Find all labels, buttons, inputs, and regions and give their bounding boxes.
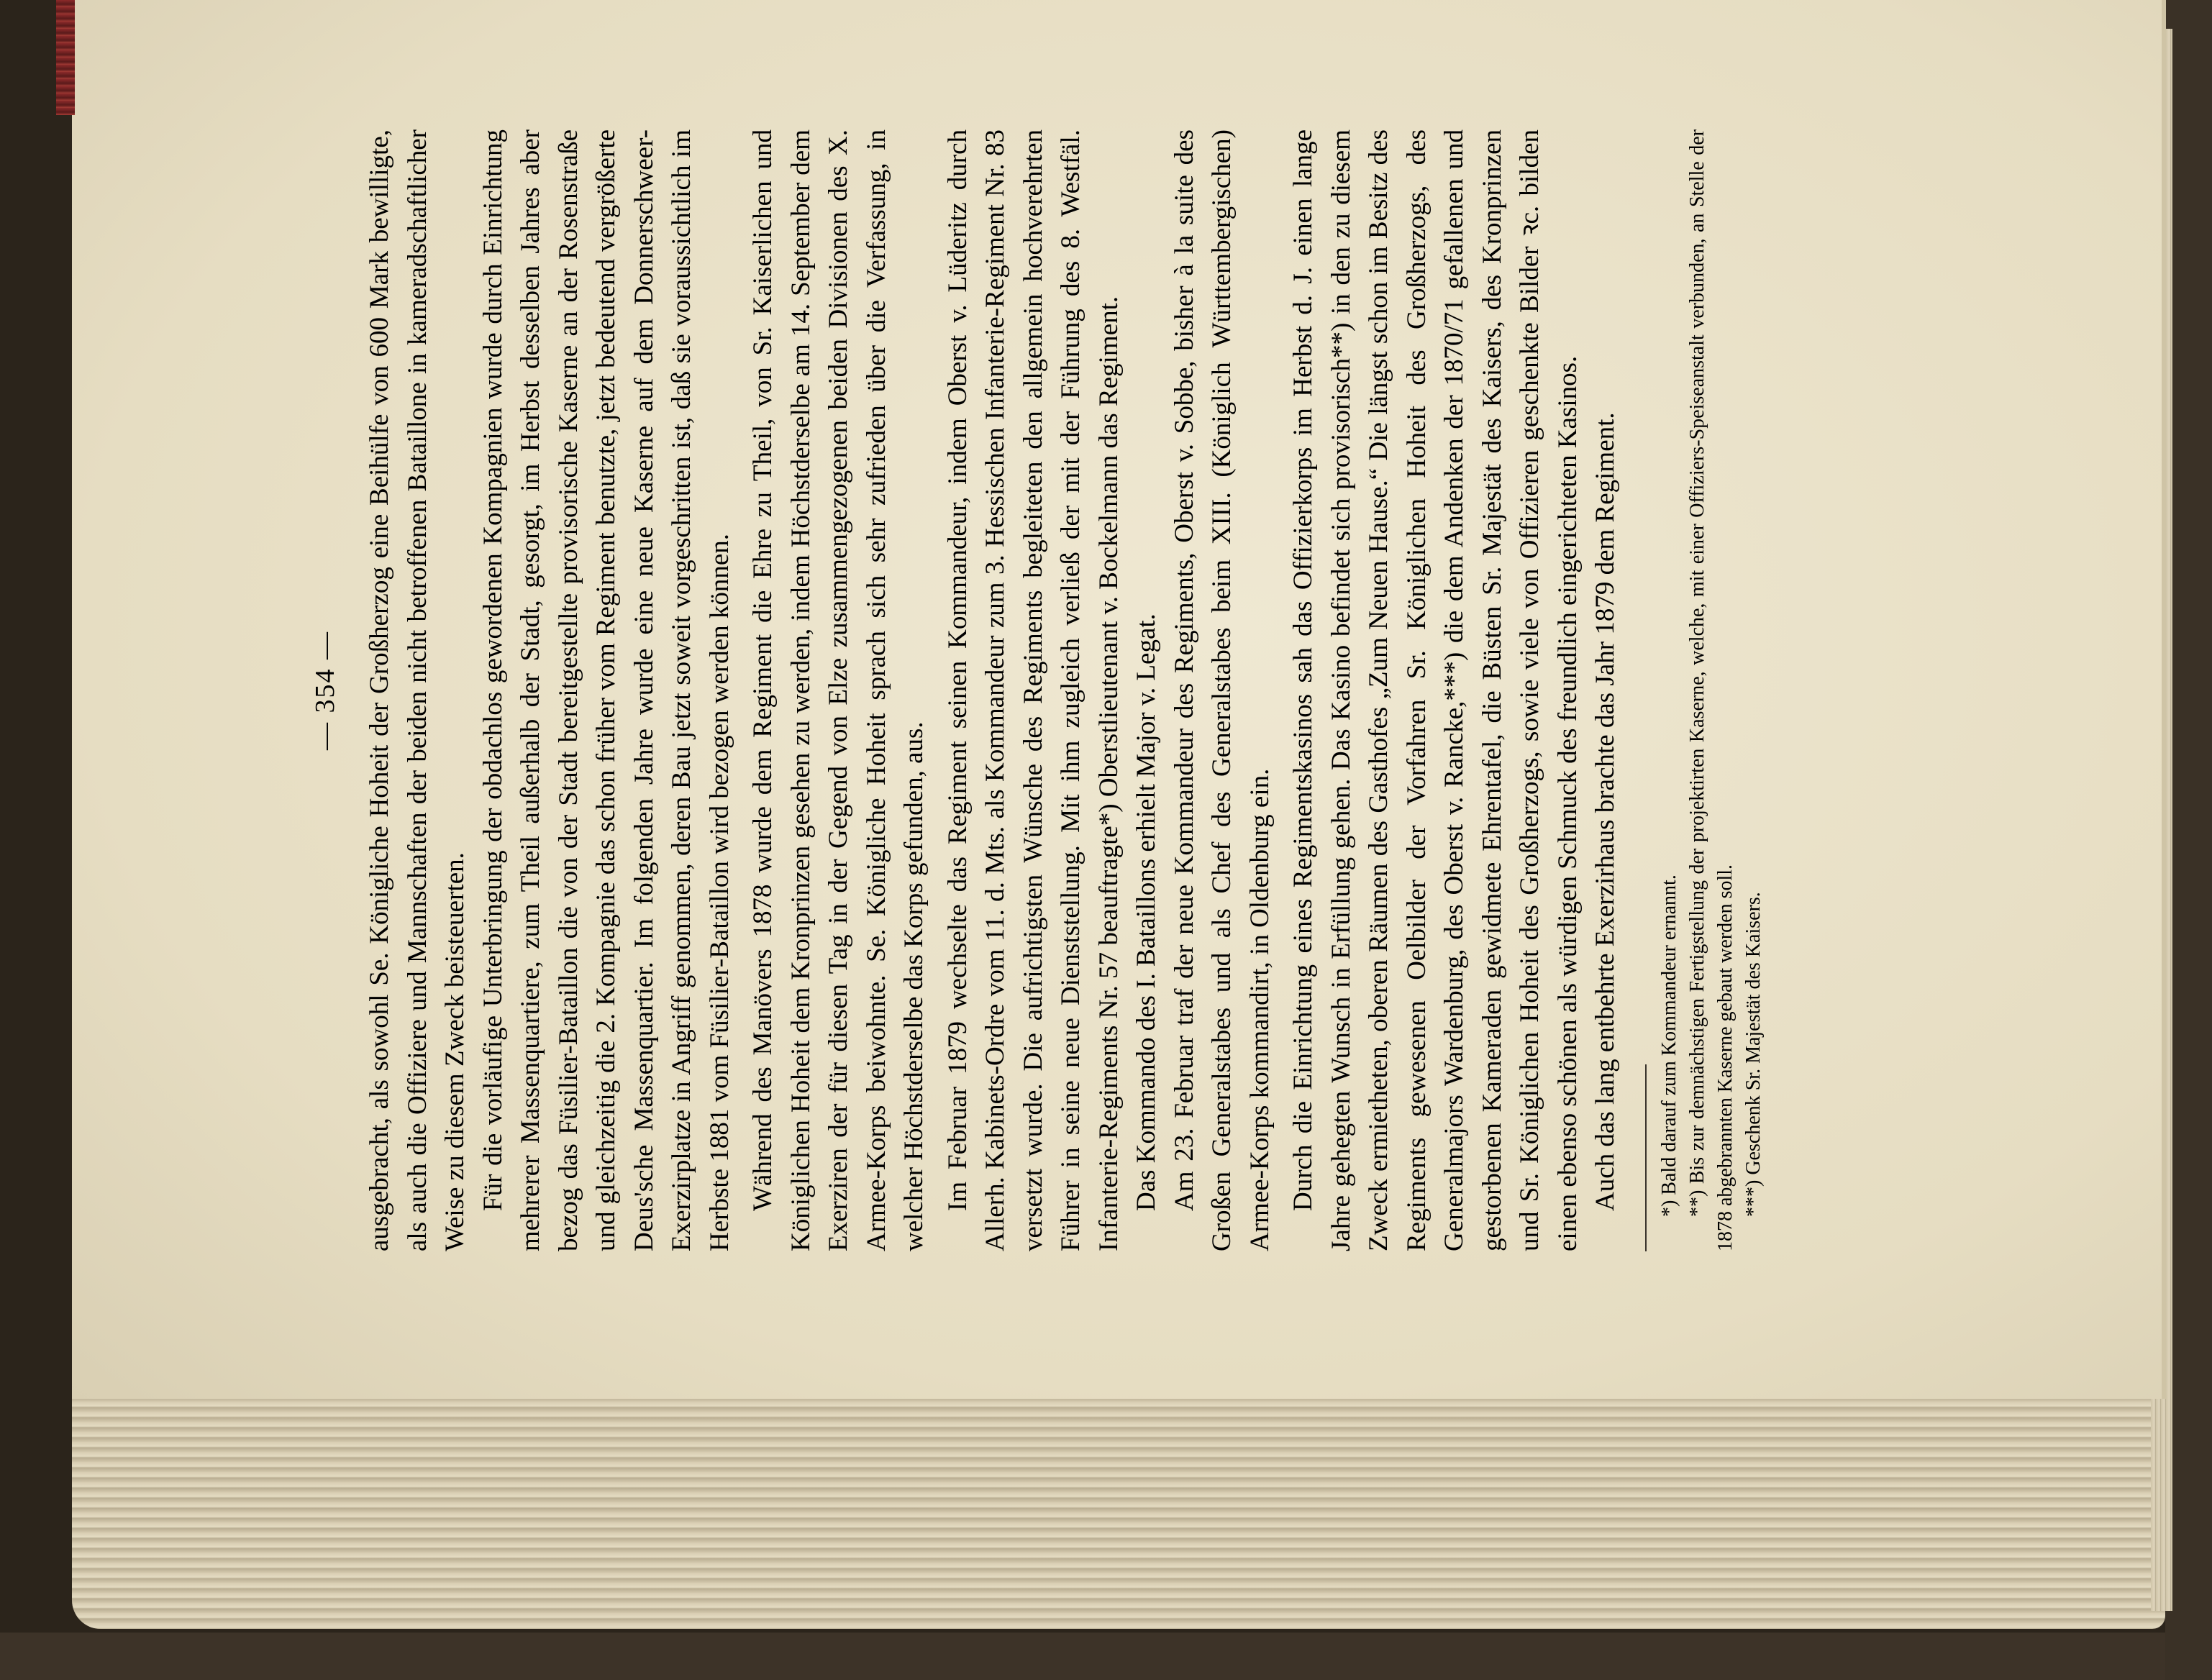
page-text-block — [309, 129, 1767, 1251]
paragraph: ausgebracht, als sowohl Se. Königliche Hoheit der Großherzog eine Beihülfe von 600 Mark bewilligte, als auch die Offiziere und Mannschaften der beiden nicht betroffenen Bataillone in kameradschaftlicher Weise zu diesem Zweck beisteuerten. — [365, 129, 470, 1251]
background-strip — [0, 1633, 2212, 1680]
footnote: ***) Geschenk Sr. Majestät des Kaisers. — [1742, 892, 1765, 1217]
paragraph: Das Kommando des I. Bataillons erhielt Major v. Legat. — [1132, 613, 1161, 1211]
paragraph: Auch das lang entbehrte Exerzirhaus brachte das Jahr 1879 dem Regiment. — [1590, 412, 1620, 1211]
paragraph: Für die vorläufige Unterbringung der obdachlos gewordenen Kompagnien wurde durch Einrichtung mehrerer Massenquartiere, zum Theil außerhalb der Stadt, gesorgt, im Herbst desselben Jahres aber bezog das Füsilier-Bataillon die von der Stadt bereitgestellte provisorische Kaserne an der Rosenstraße und gleichzeitig die 2. Kompagnie das schon früher vom Regiment benutzte, jetzt bedeutend vergrößerte Deus'sche Massenquartier. Im folgenden Jahre wurde eine neue Kaserne auf dem Donnerschweer-Exerzirplatze in Angriff genommen, deren Bau jetzt soweit vorgeschritten ist, daß sie voraussichtlich im Herbste 1881 vom Füsilier-Bataillon wird bezogen werden können. — [478, 129, 734, 1251]
paragraph: Während des Manövers 1878 wurde dem Regiment die Ehre zu Theil, von Sr. Kaiserlichen und Königlichen Hoheit dem Kronprinzen gesehen zu werden, indem Höchstderselbe am 14. September dem Exerziren der für diesen Tag in der Gegend von Elze zusammengezogenen beiden Divisionen des X. Armee-Korps beiwohnte. Se. Königliche Hoheit sprach sich sehr zufrieden über die Verfassung, in welcher Höchstderselbe das Korps gefunden, aus. — [748, 129, 929, 1251]
paragraph: Am 23. Februar traf der neue Kommandeur des Regiments, Oberst v. Sobbe, bisher à la suite des Großen Generalstabes und als Chef des Generalstabes beim XIII. (Königlich Württembergischen) Armee-Korps kommandirt, in Oldenburg ein. — [1169, 129, 1275, 1251]
page-number: — 354 — — [310, 631, 340, 750]
page-stack-edges — [72, 1392, 2165, 1629]
footnote: *) Bald darauf zum Kommandeur ernannt. — [1657, 875, 1680, 1217]
paragraph: Durch die Einrichtung eines Regimentskasinos sah das Offizierkorps im Herbst d. J. einen lange Jahre gehegten Wunsch in Erfüllung gehen. Das Kasino befindet sich provisorisch**) in den zu diesem Zweck ermietheten, oberen Räumen des Gasthofes „Zum Neuen Hause.“ Die längst schon im Besitz des Regiments gewesenen Oelbilder der Vorfahren Sr. Königlichen Hoheit des Großherzogs, des Generalmajors Wardenburg, des Oberst v. Rancke,***) die dem Andenken der 1870/71 gefallenen und gestorbenen Kameraden gewidmete Ehrentafel, die Büsten Sr. Majestät des Kaisers, des Kronprinzen und Sr. Königlichen Hoheit des Großherzogs, sowie viele von Offizieren geschenkte Bilder ꝛc. bilden einen ebenso schönen als würdigen Schmuck des freundlich eingerichteten Kasinos. — [1288, 129, 1583, 1251]
footnote: **) Bis zur demnächstigen Fertigstellung der projektirten Kaserne, welche, mit einer Offiziers-Speiseanstalt verbunden, an Stelle der 1878 abgebrannten Kaserne gebaut werden soll. — [1685, 129, 1737, 1251]
paragraph: Im Februar 1879 wechselte das Regiment seinen Kommandeur, indem Oberst v. Lüderitz durch Allerh. Kabinets-Ordre vom 11. d. Mts. als Kommandeur zum 3. Hessischen Infanterie-Regiment Nr. 83 versetzt wurde. Die aufrichtigsten Wünsche des Regiments begleiteten den allgemein hochverehrten Führer in seine neue Dienststellung. Mit ihm zugleich verließ der mit der Führung des 8. Westfäl. Infanterie-Regiments Nr. 57 beauftragte*) Oberstlieutenant v. Bockelmann das Regiment. — [942, 129, 1124, 1251]
footnote-divider — [1645, 1064, 1647, 1251]
binding-thread — [56, 0, 75, 115]
